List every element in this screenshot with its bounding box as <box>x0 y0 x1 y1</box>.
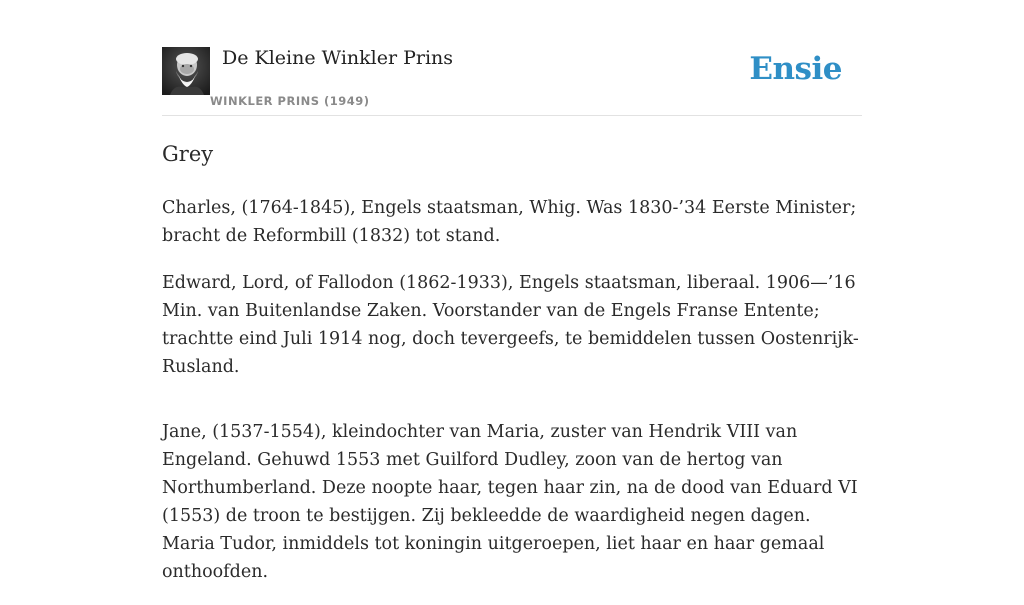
source-title-link[interactable]: De Kleine Winkler Prins <box>222 47 454 69</box>
entry-paragraph: Jane, (1537-1554), kleindochter van Maria, zuster van Hendrik VIII van Engeland. Gehuwd 1553 met Guilford Dudley, zoon van de hertog van Northumberland. Deze noopte haar, tegen haar zin, na de dood van Eduard VI (1553) de troon te bestijgen. Zij bekleedde de waardigheid negen dagen. Maria Tudor, inmiddels tot koningin uitgeroepen, liet haar en haar gemaal onthoofden. <box>162 422 858 582</box>
article-body <box>162 138 862 605</box>
entry-paragraph: Edward, Lord, of Fallodon (1862-1933), Engels staatsman, liberaal. 1906—’16 Min. van Buitenlandse Zaken. Voorstander van de Engels Franse Entente; trachtte eind Juli 1914 nog, doch tevergeefs, te bemiddelen tussen Oostenrijk-Rusland. <box>162 273 859 377</box>
entry-title: Grey <box>162 142 214 166</box>
entry-paragraph: Charles, (1764-1845), Engels staatsman, Whig. Was 1830-’34 Eerste Minister; bracht de Reformbill (1832) tot stand. <box>162 198 857 246</box>
source-header <box>162 0 862 116</box>
source-subtitle: WINKLER PRINS (1949) <box>210 94 370 108</box>
bearded-man-portrait-icon <box>162 47 210 95</box>
brand-logo-link[interactable]: Ensie <box>749 51 842 87</box>
source-avatar[interactable] <box>162 47 210 95</box>
